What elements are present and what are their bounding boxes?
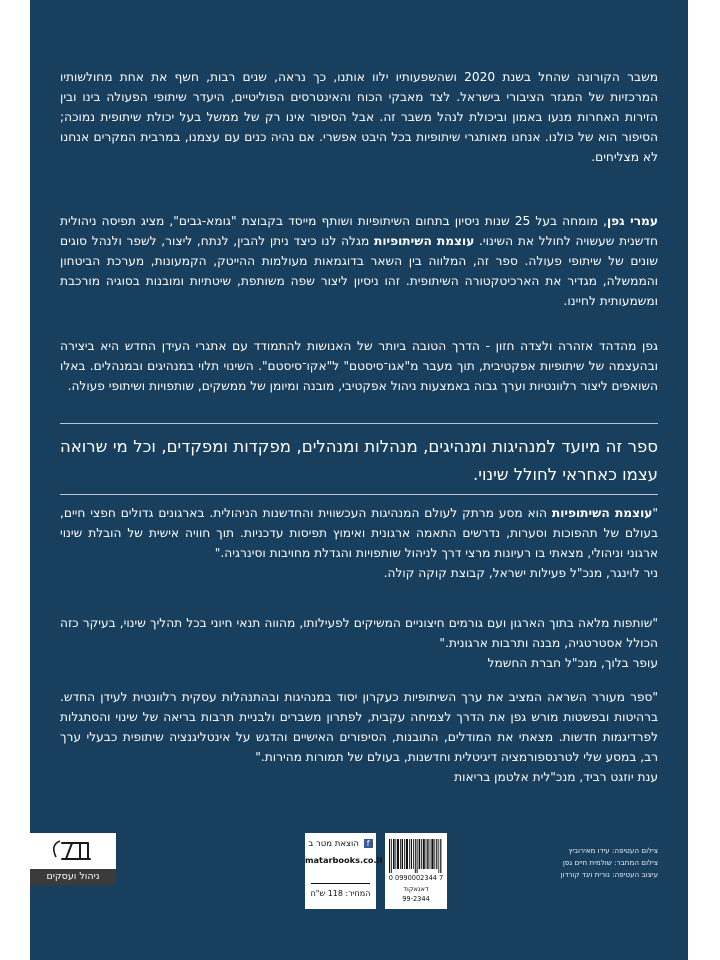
quote-1: "עוצמת השיתופיות הוא מסע מרתק לעולם המנהיגות העכשווית והחדשנות הניהולית. בארגונים גדולים חפצי חיים, בעולם של תהפוכות וסערות, נדרשים התאמה ארגונית ואימוץ תפיסות עדכניות. תוך חוויה אישית של הובלת שינוי ארגוני וניהולי, מצאתי בו רעיונות מרצי דרך לניהול שותפויות והגדלת מחויבות וסינרגיה." ניר לוינגר, מנכ"ל פעילות ישראל, קבוצת קוקה קולה. — [60, 503, 658, 583]
quote-2 — [60, 613, 658, 673]
quote-1-text: הוא מסע מרתק לעולם המנהיגות העכשווית והחדשנות הניהולית. בארגונים גדולים חפצי חיים, בעולם של תהפוכות וסערות, נדרשים התאמה ארגונית ואימוץ תפיסות עדכניות. תוך חוויה אישית של הובלת שינוי ארגוני וניהולי, מצאתי בו רעיונות מרצי דרך לניהול שותפויות והגדלת מחויבות וסינרגיה." — [60, 506, 658, 560]
credit-cover-design: עיצוב העטיפה: נורית ויגד קורדון — [560, 870, 658, 879]
quote-2-text: "שותפות מלאה בתוך הארגון ועם גורמים חיצוניים המשיקים לפעילותו, מהווה תנאי חיוני בכל תהליך שינוי, בעיקר כזה הכולל אסטרטגיה, מבנה ותרבות ארגונית." — [60, 616, 658, 650]
publisher-url[interactable]: matarbooks.co.il — [305, 855, 383, 865]
price-divider — [311, 883, 370, 884]
quote-1-bold: עוצמת השיתופיות — [551, 506, 653, 520]
quote-3-author: ענת יוזגט רביד, מנכ"לית אלטמן בריאות — [454, 770, 658, 784]
audience-highlight: ספר זה מיועד למנהיגות ומנהיגים, מנהלות ומנהלים, מפקדות ומפקדים, וכל מי שרואה עצמו כאחראי לחולל שינוי. — [60, 437, 658, 484]
intro-text: משבר הקורונה שהחל בשנת 2020 ושהשפעותיו ילוו אותנו, כך נראה, שנים רבות, חשף את אחת מחולשותיו המרכזיות של המגזר הציבורי בישראל. לצד מאבקי הכוח והאינטרסים הפוליטיים, היעדר שיתופי הפעולה בינו ובין הזירות האחרות מנעו באמון וביכולת לנהל משבר זה. אבל הסיפור אינו רק של ממשל בעל יכולת שיתופית נמוכה; הסיפור הוא של כולנו. אנחנו מאותגרי שיתופיות בכל היבט אפשרי. אם נהיה כנים עם עצמנו, במרבית המקרים אנחנו לא מצליחים. — [60, 70, 658, 164]
back-cover — [30, 0, 688, 960]
publisher-box — [305, 833, 383, 909]
barcode-box — [385, 833, 447, 909]
price-label: המחיר: 118 ש"ח — [310, 889, 371, 898]
logo-series-label: ניהול ועסקים — [30, 869, 116, 885]
quote-1-author: ניר לוינגר, מנכ"ל פעילות ישראל, קבוצת קוקה קולה. — [383, 566, 658, 580]
intro-paragraph — [60, 67, 658, 167]
barcode-number: 0 0990002344 7 — [388, 874, 444, 882]
credit-author-photo: צילום המחבר: שולמית חיים גפן — [562, 858, 658, 867]
vision-text: גפן מהדהד אזהרה ולצדה חזון - הדרך הטובה ביותר של האנושות להתמודד עם אתגרי העידן החדש היא ביצירה ובהעצמה של שיתופיות אפקטיבית, תוך מעבר מ"אגו־סיסטם" ל"אקו־סיסטם". השינוי תלוי במנהיגים ובמנהלים. באלו השואפים ליצור רלוונטיות וערך גבוה באמצעות ניהול אפקטיבי, מובנה ומיומן של ממשקים, שותפויות ושיתופי פעולה. — [60, 339, 658, 393]
facebook-icon: f — [364, 839, 373, 848]
cover-credits — [558, 845, 658, 881]
credit-cover-photo: צילום העטיפה: עידו מאירוביץ — [568, 846, 658, 855]
quote-3 — [60, 687, 658, 787]
author-name: עמרי גפן — [606, 214, 658, 228]
divider-top — [60, 423, 658, 424]
author-bio-text-1: , מומחה בעל 25 שנות ניסיון בתחום השיתופיות ושותף מייסד בקבוצת "גומא-גבים", מציג תפיסה ניהולית חדשנית שעשויה לחולל את השינוי. — [60, 214, 658, 248]
quote-2-author: עופר בלוך, מנכ"ל חברת החשמל — [487, 656, 658, 670]
divider-bottom — [60, 494, 658, 495]
book-title-inline: עוצמת השיתופיות — [374, 234, 475, 248]
quote-3-text: "ספר מעורר השראה המציב את ערך השיתופיות כעקרון יסוד במנהיגות ובהתנהלות עסקית רלוונטית לעידן החדש. ברהיטות ובפשטות מורש גפן את הדרך לצמיחה עקבית, לפתרון משברים ולבניית תרבות בריאה של שינוי והסתגלות לפרדיגמות חדשות. מצאתי את המודלים, התובנות, הסיפורים האישיים והדגש על אינטליגנציה שיתופית כבעלי ערך רב, במסע שלי לטרנספורמציה דיגיטלית וחדשנות, בעולם של תמורות מהירות." — [60, 690, 658, 764]
barcode-code: 99-2344 — [402, 895, 430, 903]
barcode-code-label: דאנאקוד — [403, 885, 429, 893]
logo-mark-icon — [30, 833, 116, 869]
barcode-icon — [389, 839, 443, 873]
publisher-name: הוצאת מטר ב — [308, 839, 359, 849]
vision-paragraph — [60, 336, 658, 396]
author-bio-paragraph — [60, 211, 658, 311]
author-bio-text-2: מגלה לנו כיצד ניתן להבין, לנתח, ליצור, לשפר ולנהל סוגים שונים של שיתופי פעולה. ספר זה, המלווה בין השאר בדוגמאות מעולמות ההייטק, הקמעונות, מערכת הביטחון והממשלה, מגדיר את הארכיטקטורה השיתופית. זהו ניסיון ליצור שפה משותפת, שיטתיות ומובנות בסוגיה מורכבת ומשמעותית לחיינו. — [60, 234, 658, 308]
